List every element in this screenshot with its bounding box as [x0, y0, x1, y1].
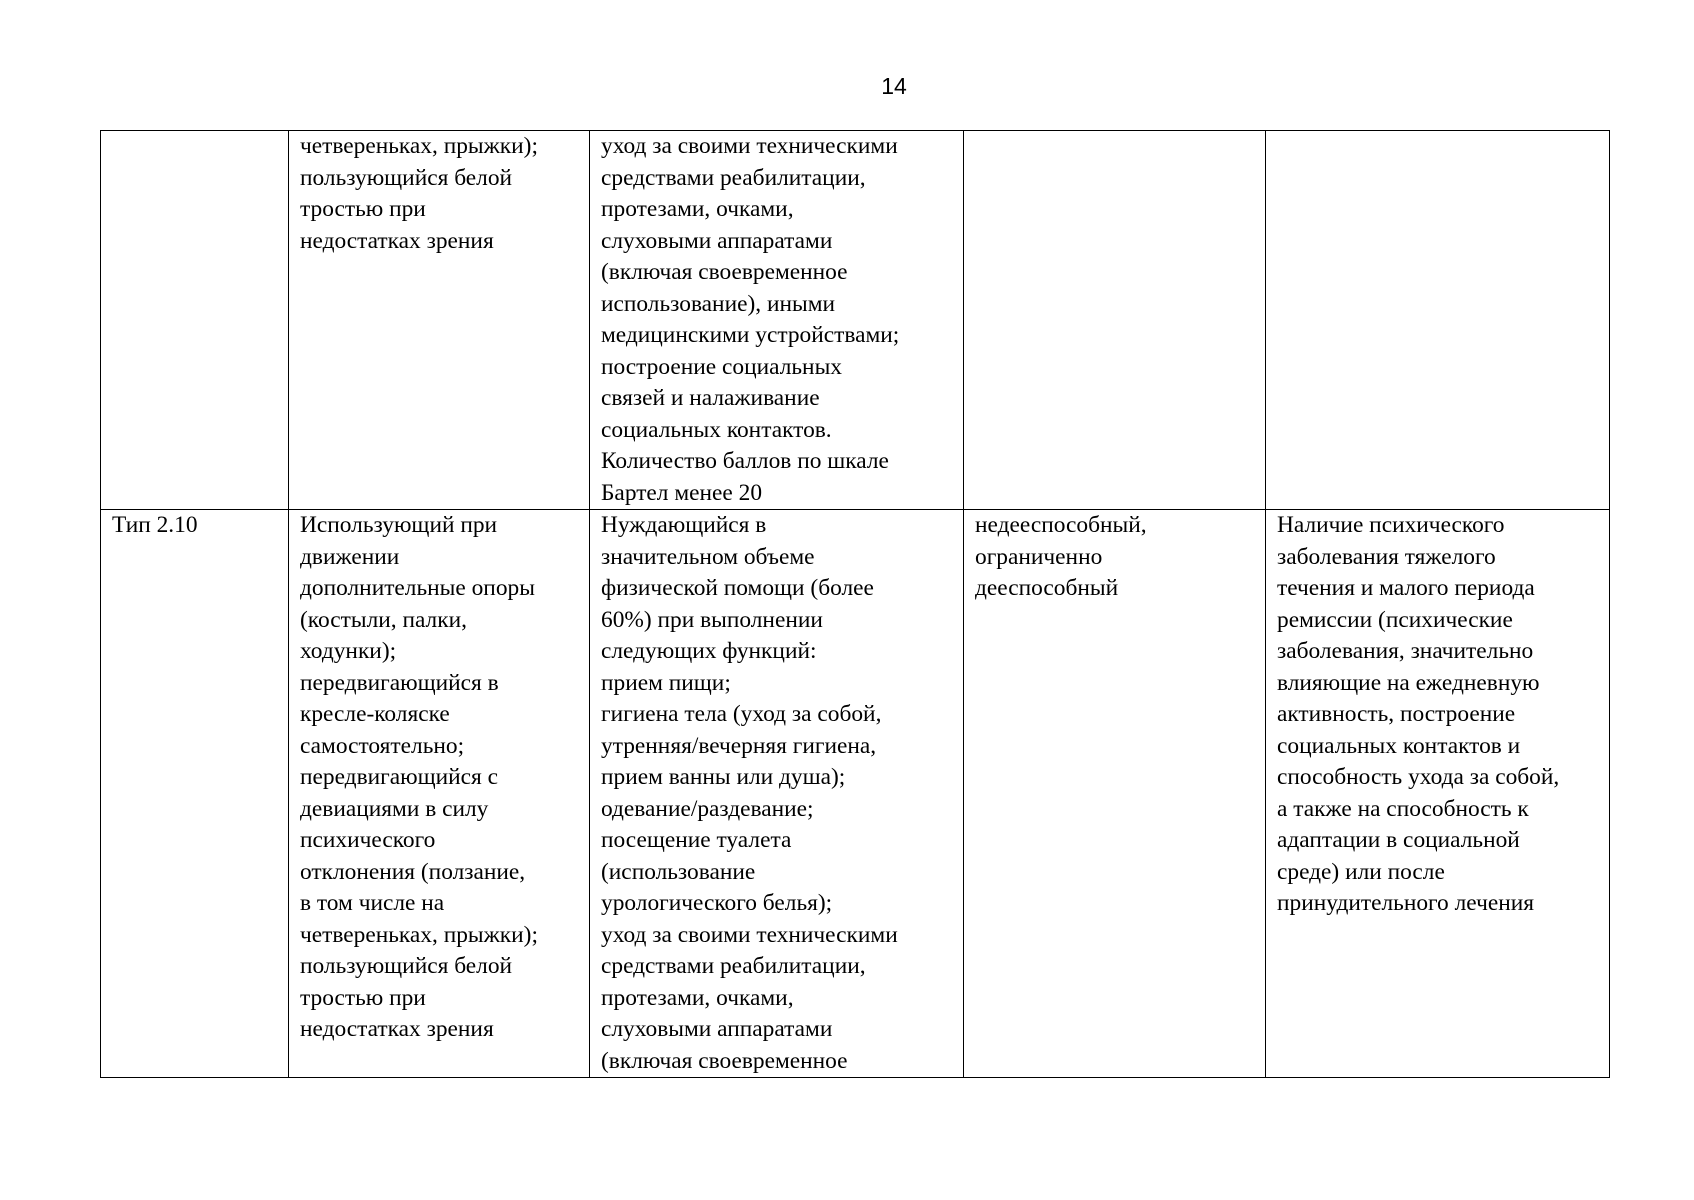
movement-cell: Использующий при движении дополнительные опоры (костыли, палки, ходунки); передвигающийся в кресле-коляске самостоятельно; передвигающийся с девиациями в силу психического отклонения (ползание, в том числе на четвереньках, прыжки); пользующийся белой тростью при недостатках зрения — [289, 510, 590, 1078]
conditions-cell: Наличие психического заболевания тяжелого течения и малого периода ремиссии (психические заболевания, значительно влияющие на ежедневную активность, построение социальных контактов и способность ухода за собой, а также на способность к адаптации в социальной среде) или после принудительного лечения — [1266, 510, 1610, 1078]
legal-capacity-cell: недееспособный, ограниченно дееспособный — [964, 510, 1266, 1078]
type-cell: Тип 2.10 — [101, 510, 289, 1078]
conditions-cell — [1266, 131, 1610, 510]
page-number: 14 — [881, 73, 907, 99]
type-cell — [101, 131, 289, 510]
table-row — [101, 510, 1610, 1078]
legal-capacity-cell — [964, 131, 1266, 510]
table-row — [101, 131, 1610, 510]
assistance-cell: Нуждающийся в значительном объеме физической помощи (более 60%) при выполнении следующих функций: прием пищи; гигиена тела (уход за собой, утренняя/вечерняя гигиена, прием ванны или душа); одевание/раздевание; посещение туалета (использование урологического белья); уход за своими техническими средствами реабилитации, протезами, очками, слуховыми аппаратами (включая своевременное — [590, 510, 964, 1078]
classification-table — [100, 130, 1610, 1078]
assistance-cell: уход за своими техническими средствами реабилитации, протезами, очками, слуховыми аппаратами (включая своевременное использование), иными медицинскими устройствами; построение социальных связей и налаживание социальных контактов. Количество баллов по шкале Бартел менее 20 — [590, 131, 964, 510]
movement-cell: четвереньках, прыжки); пользующийся белой тростью при недостатках зрения — [289, 131, 590, 510]
